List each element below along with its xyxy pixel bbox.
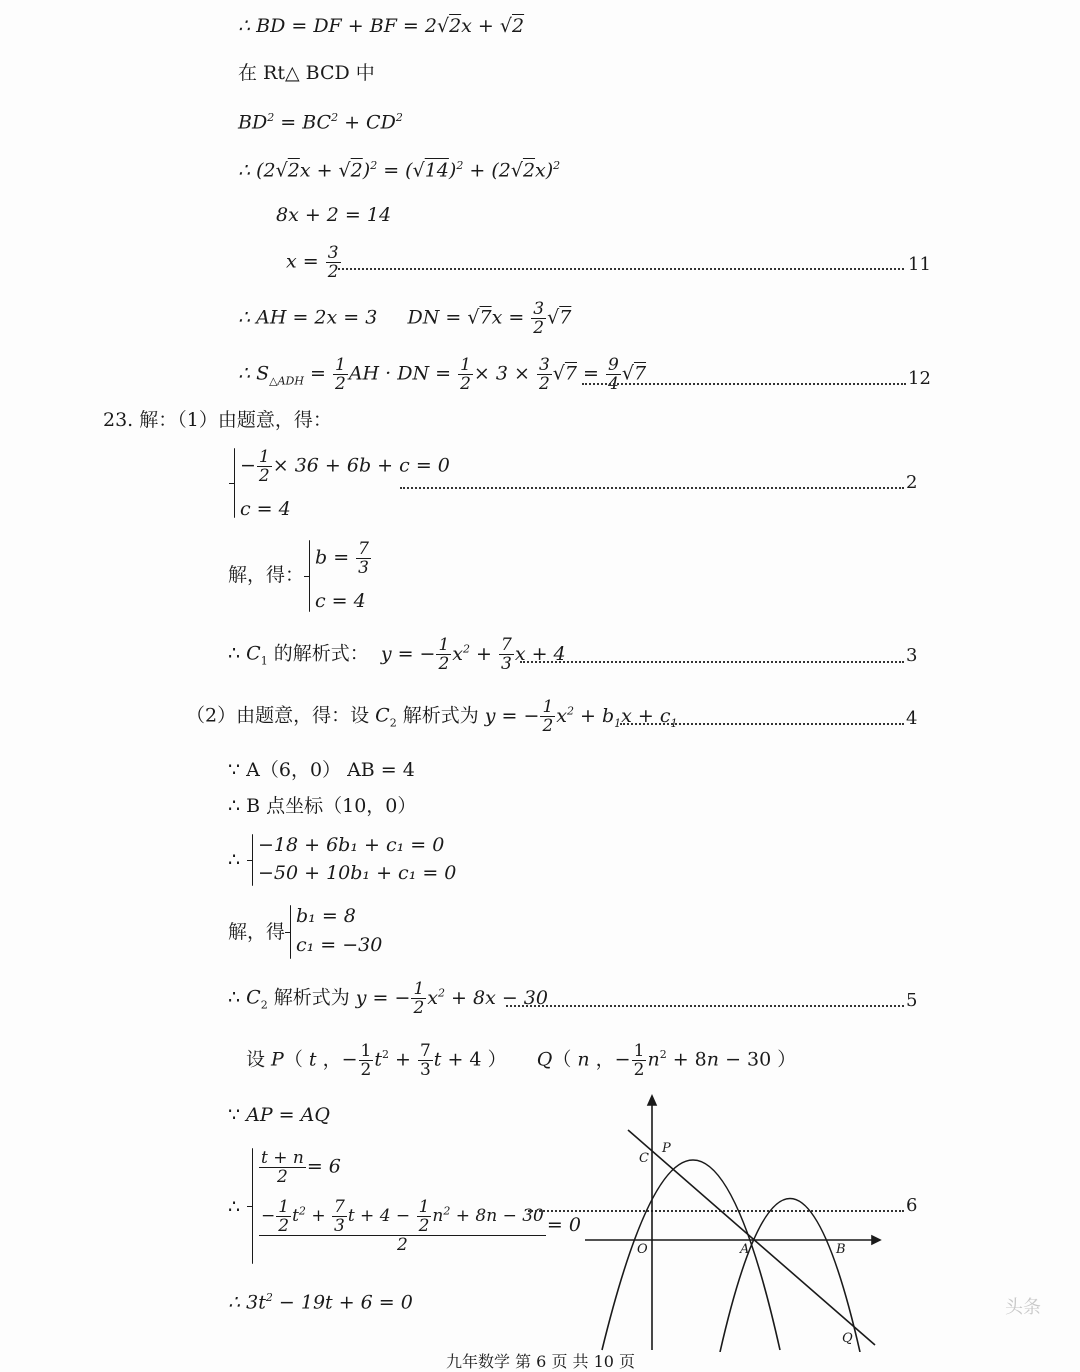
score-mark: 5 — [906, 990, 918, 1011]
solve-label: 解，得： — [228, 564, 305, 586]
sol2-b: b₁ = 8 — [296, 905, 356, 927]
question-23-header: 23. 解：（1）由题意，得： — [103, 409, 332, 431]
eq-ah-dn: ∴ AH = 2x = 3 DN = √7x = $\frac{3}{2}$ √7 — [238, 299, 572, 338]
brace — [234, 448, 235, 518]
eq-x: x = $\frac{3}{2}$ — [286, 243, 339, 282]
therefore-sign: ∴ — [228, 849, 241, 871]
eq-c1: ∴ $C_1$ 的解析式： y = − $\frac{1}{2}$ $x^2$ + $\frac{7}{3}$ x + 4 — [228, 635, 566, 674]
brace — [290, 905, 291, 959]
sol1-c: c = 4 — [315, 590, 366, 612]
sys3-eq1: $\frac{t + n}{2}$ = 6 — [261, 1148, 341, 1187]
dot-leader — [506, 1005, 904, 1007]
sys1-eq2: c = 4 — [240, 498, 291, 520]
eq-pythag: $BD^2 = BC^2 + CD^2$ — [238, 111, 403, 134]
score-mark: 11 — [908, 254, 931, 275]
eq-c2: ∴ $C_2$ 解析式为 y = − $\frac{1}{2}$ $x^2 + 8x - 30$ — [228, 979, 548, 1018]
eq-8x: 8x + 2 = 14 — [276, 204, 392, 226]
line-pq — [628, 1130, 875, 1345]
label-c: C — [639, 1151, 649, 1166]
score-mark: 2 — [906, 472, 918, 493]
sys2-eq1: −18 + 6b₁ + c₁ = 0 — [258, 834, 445, 856]
watermark: 头条 — [1005, 1297, 1041, 1318]
score-mark: 4 — [906, 708, 918, 729]
sys1-eq1: − $\frac{1}{2}$ × 36 + 6b + c = 0 — [240, 447, 450, 486]
parabola-c1 — [602, 1160, 780, 1350]
y-axis-arrow — [648, 1096, 656, 1105]
text-rt-bcd: 在 Rt△ BCD 中 — [238, 62, 375, 84]
part2-header: （2）由题意，得：设 $C_2$ 解析式为 y = − $\frac{1}{2}$ $x^2 + b_1x + c_1$ — [186, 697, 678, 736]
score-mark: 3 — [906, 645, 918, 666]
given-a: ∵ A（6，0） AB = 4 — [228, 759, 415, 781]
sol2-c: c₁ = −30 — [296, 934, 383, 956]
x-axis-arrow — [872, 1236, 880, 1244]
set-pq: 设 P（ t ，− $\frac{1}{2}$ $t^2$ + $\frac{7}{3}$ t + 4 ） Q（ n ，− $\frac{1}{2}$ $n^2 + 8n - 30$ ） — [246, 1041, 797, 1080]
given-ap-aq: ∵ AP = AQ — [228, 1104, 330, 1126]
parabola-graph — [580, 1090, 890, 1352]
score-mark: 6 — [906, 1195, 918, 1216]
page-footer: 九年数学 第 6 页 共 10 页 — [446, 1352, 636, 1371]
label-p: P — [662, 1141, 671, 1156]
solve-label: 解，得 — [228, 921, 286, 943]
dot-leader — [338, 268, 904, 270]
parabola-c2 — [720, 1199, 860, 1353]
label-a: A — [740, 1242, 750, 1257]
sys3-eq2: − $\frac{1}{2}$ $t^2$ + $\frac{7}{3}$ t + 4 − $\frac{1}{2}$ $n^2 + 8n - 30$ 2 = 0 — [261, 1197, 581, 1255]
eq-bd: ∴ BD = DF + BF = 2√2x + √2 — [238, 15, 525, 37]
brace — [309, 540, 310, 612]
eq-area: ∴ $S_{\triangle ADH}$ = $\frac{1}{2}$ AH · DN = $\frac{1}{2}$ × 3 × $\frac{3}{2}$ √7 = $\frac{9}{4}$ √7 — [238, 355, 647, 394]
label-q: Q — [842, 1331, 853, 1346]
brace — [252, 1148, 253, 1264]
dot-leader — [620, 723, 904, 725]
point-b: ∴ B 点坐标（10，0） — [228, 795, 417, 817]
dot-leader — [582, 383, 906, 385]
label-b: B — [836, 1242, 846, 1257]
score-mark: 12 — [908, 368, 931, 389]
sys2-eq2: −50 + 10b₁ + c₁ = 0 — [258, 862, 457, 884]
dot-leader — [520, 661, 904, 663]
eq-final: ∴ $3t^2 - 19t + 6 = 0$ — [228, 1291, 413, 1314]
brace — [252, 834, 253, 886]
therefore-sign: ∴ — [228, 1196, 241, 1218]
dot-leader — [400, 487, 904, 489]
eq-expand: ∴ $(2√2x + √2)^2 = (√14)^2 + (2√2x)^2$ — [238, 159, 561, 182]
label-o: O — [637, 1242, 648, 1257]
sol1-b: b = $\frac{7}{3}$ — [315, 539, 369, 578]
